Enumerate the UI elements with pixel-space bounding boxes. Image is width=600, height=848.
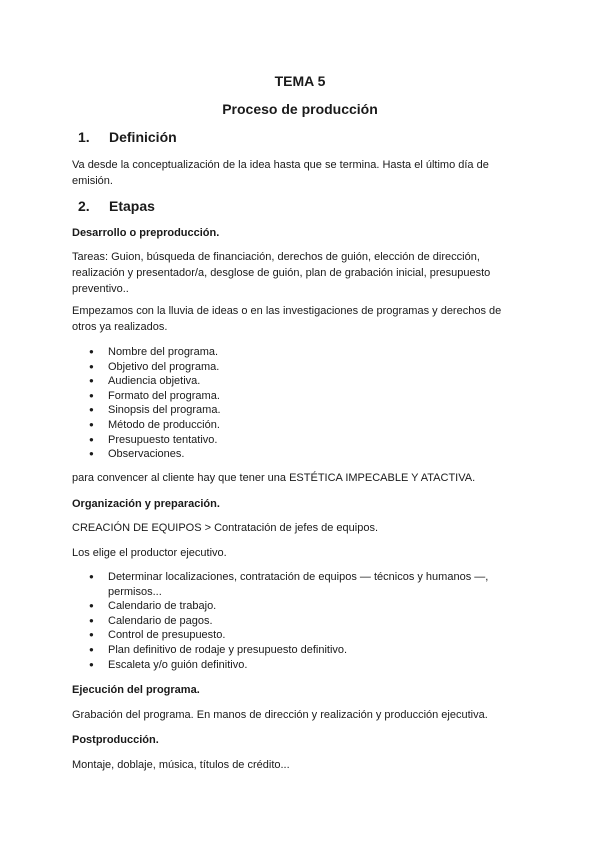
list-item: ● Objetivo del programa.: [72, 360, 522, 375]
list-item: ● Determinar localizaciones, contratación de equipos — técnicos y humanos —, permisos...: [72, 570, 522, 599]
section-number: 1.: [78, 129, 90, 145]
list-item: ● Audiencia objetiva.: [72, 374, 522, 389]
ejecucion-heading: Ejecución del programa.: [72, 684, 200, 696]
list-item: ● Calendario de trabajo.: [72, 599, 522, 614]
desarrollo-tareas: Tareas: Guion, búsqueda de financiación, derechos de guión, elección de dirección, realización y presentador/a, desglose de guión, plan de grabación inicial, presupuesto preventivo..: [72, 251, 491, 295]
section-heading-definicion: [78, 129, 177, 145]
list-item: ● Presupuesto tentativo.: [72, 433, 522, 448]
list-item: ● Nombre del programa.: [72, 345, 522, 360]
organizacion-list: [72, 570, 522, 672]
desarrollo-list: [72, 345, 522, 462]
desarrollo-heading: Desarrollo o preproducción.: [72, 227, 220, 239]
section-heading-etapas: [78, 198, 155, 214]
organizacion-heading: Organización y preparación.: [72, 498, 220, 510]
section-title: Definición: [109, 129, 177, 145]
section-number: 2.: [78, 198, 90, 214]
postproduccion-heading: Postproducción.: [72, 734, 159, 746]
definicion-text: Va desde la conceptualización de la idea hasta que se termina. Hasta el último día de emisión.: [72, 159, 489, 187]
organizacion-elige: Los elige el productor ejecutivo.: [72, 547, 227, 559]
list-item: ● Método de producción.: [72, 418, 522, 433]
organizacion-equipos: CREACIÓN DE EQUIPOS > Contratación de jefes de equipos.: [72, 522, 379, 534]
tema-title: TEMA 5: [274, 73, 326, 89]
list-item: ● Escaleta y/o guión definitivo.: [72, 658, 522, 673]
list-item: ● Control de presupuesto.: [72, 628, 522, 643]
section-title: Etapas: [109, 198, 155, 214]
desarrollo-closing: para convencer al cliente hay que tener una ESTÉTICA IMPECABLE Y ATACTIVA.: [72, 472, 476, 484]
page-subtitle: Proceso de producción: [222, 101, 378, 117]
list-item: ● Formato del programa.: [72, 389, 522, 404]
list-item: ● Plan definitivo de rodaje y presupuesto definitivo.: [72, 643, 522, 658]
list-item: ● Calendario de pagos.: [72, 614, 522, 629]
list-item: ● Observaciones.: [72, 447, 522, 462]
desarrollo-intro: Empezamos con la lluvia de ideas o en las investigaciones de programas y derechos de otros ya realizados.: [72, 305, 502, 333]
list-item: ● Sinopsis del programa.: [72, 403, 522, 418]
ejecucion-text: Grabación del programa. En manos de dirección y realización y producción ejecutiva.: [72, 709, 488, 721]
postproduccion-text: Montaje, doblaje, música, títulos de crédito...: [72, 759, 290, 771]
